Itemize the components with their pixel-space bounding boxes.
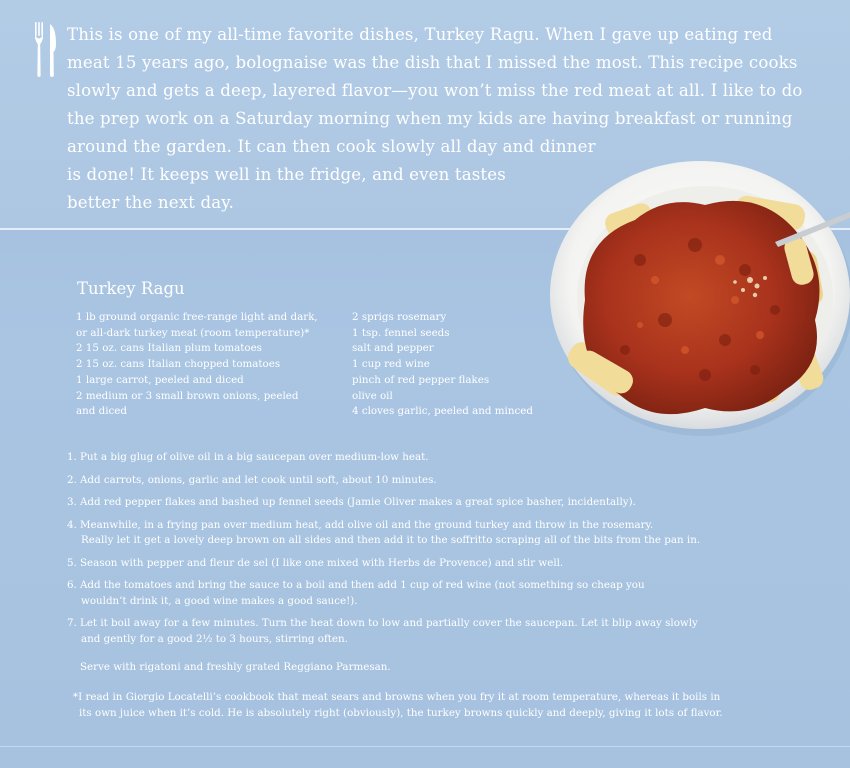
step-item xyxy=(67,495,827,511)
step-number: 1. xyxy=(67,451,77,463)
step-number: 7. xyxy=(67,617,77,629)
intro-line: This is one of my all-time favorite dishes, Turkey Ragu. When I gave up eating red xyxy=(67,25,773,44)
recipe-title: Turkey Ragu xyxy=(77,279,185,298)
ingredient-item: olive oil xyxy=(352,389,393,402)
step-text: Add red pepper flakes and bashed up fennel seeds (Jamie Oliver makes a great spice basher, incidentally). xyxy=(80,496,636,508)
step-item xyxy=(67,556,827,572)
step-text: Really let it get a lovely deep brown on all sides and then add it to the soffritto scraping all of the bits from the pan in. xyxy=(81,534,701,546)
ingredient-item: 2 medium or 3 small brown onions, peeled xyxy=(76,389,299,402)
method-steps xyxy=(67,450,827,654)
step-item xyxy=(67,518,827,549)
intro-line: is done! It keeps well in the fridge, and even tastes xyxy=(67,165,506,184)
step-item xyxy=(67,578,827,609)
intro-line: better the next day. xyxy=(67,193,235,212)
step-text: Add the tomatoes and bring the sauce to a boil and then add 1 cup of red wine (not something so cheap you xyxy=(80,579,645,591)
ingredient-item: 1 lb ground organic free-range light and dark, xyxy=(76,311,318,323)
intro-line: meat 15 years ago, bolognaise was the dish that I missed the most. This recipe cooks xyxy=(67,53,798,72)
ingredient-item: 1 tsp. fennel seeds xyxy=(352,326,450,339)
fork-knife-icon xyxy=(34,22,58,78)
footnote-line: its own juice when it’s cold. He is absolutely right (obviously), the turkey browns quickly and deeply, giving it lots of flavor. xyxy=(79,706,723,719)
step-item xyxy=(67,473,827,489)
ingredient-item: 2 15 oz. cans Italian plum tomatoes xyxy=(76,342,262,355)
step-text: and gently for a good 2½ to 3 hours, stirring often. xyxy=(81,632,348,645)
step-text: Let it boil away for a few minutes. Turn the heat down to low and partially cover the saucepan. Let it blip away slowly xyxy=(80,617,698,629)
footnote-line: *I read in Giorgio Locatelli’s cookbook that meat sears and browns when you fry it at room temperature, whereas it boils in xyxy=(73,691,721,703)
serving-note: Serve with rigatoni and freshly grated Reggiano Parmesan. xyxy=(80,661,391,673)
step-number: 4. xyxy=(67,518,77,531)
ingredient-item: pinch of red pepper flakes xyxy=(352,373,490,386)
step-number: 3. xyxy=(67,496,77,508)
step-text: Put a big glug of olive oil in a big saucepan over medium-low heat. xyxy=(80,451,429,463)
ingredients-list-right xyxy=(352,310,552,420)
step-text: wouldn’t drink it, a good wine makes a good sauce!). xyxy=(81,594,358,607)
turkey-ragu-bowl-image xyxy=(545,150,850,440)
step-number: 2. xyxy=(67,473,77,486)
step-number: 5. xyxy=(67,556,77,569)
ingredient-item: and diced xyxy=(76,405,127,418)
ingredient-item: salt and pepper xyxy=(352,342,434,355)
step-number: 6. xyxy=(67,579,77,591)
step-text: Add carrots, onions, garlic and let cook until soft, about 10 minutes. xyxy=(80,473,437,486)
step-item xyxy=(67,450,827,466)
intro-line: slowly and gets a deep, layered flavor—you won’t miss the red meat at all. I like to do xyxy=(67,81,803,100)
footnote xyxy=(73,690,833,721)
ingredient-item: 1 large carrot, peeled and diced xyxy=(76,373,244,386)
ingredient-item: 1 cup red wine xyxy=(352,358,430,371)
bottom-divider xyxy=(0,746,850,747)
ingredient-item: 2 15 oz. cans Italian chopped tomatoes xyxy=(76,358,281,371)
ingredient-item: 2 sprigs rosemary xyxy=(352,311,447,323)
ingredients-list-left xyxy=(76,310,344,420)
ingredient-item: 4 cloves garlic, peeled and minced xyxy=(352,405,533,418)
intro-line: the prep work on a Saturday morning when my kids are having breakfast or running xyxy=(67,109,793,128)
step-text: Season with pepper and fleur de sel (I like one mixed with Herbs de Provence) and stir well. xyxy=(80,556,564,569)
intro-line: around the garden. It can then cook slowly all day and dinner xyxy=(67,137,596,156)
step-text: Meanwhile, in a frying pan over medium heat, add olive oil and the ground turkey and throw in the rosemary. xyxy=(80,518,654,531)
step-item xyxy=(67,616,827,647)
ingredient-item: or all-dark turkey meat (room temperature)* xyxy=(76,326,310,339)
